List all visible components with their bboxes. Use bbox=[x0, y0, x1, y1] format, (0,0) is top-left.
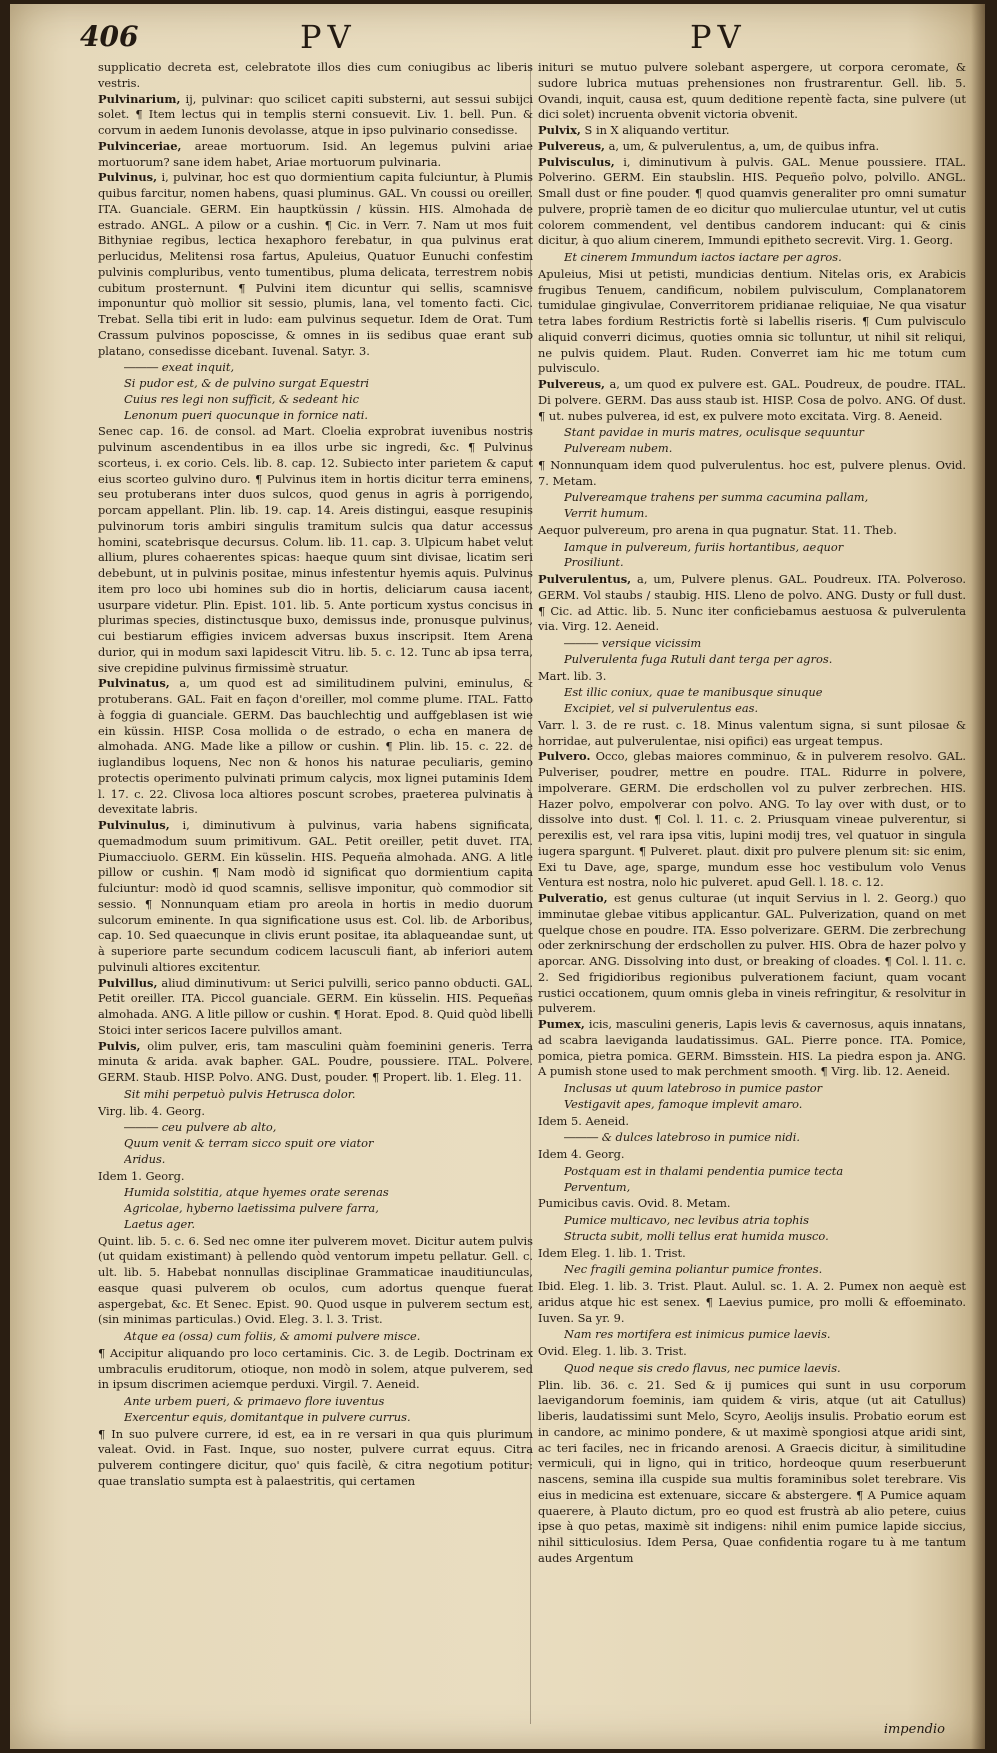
verse-line: Perventum, bbox=[564, 1179, 631, 1194]
entry-paragraph bbox=[98, 1169, 533, 1185]
entry-text: ¶ In suo pulvere currere, id est, ea in re versari in qua quis plurimum valeat. Ovid. in Fast. Inque, suo noster, pulvere currat equus. Citra pulverem contingere dicitur, quo' quis facilè, & citra negotium potitur: quae translatio sumpta est à palaestritis, qui certamen bbox=[98, 1426, 533, 1488]
entry-paragraph bbox=[98, 818, 533, 976]
entry-paragraph bbox=[538, 377, 966, 424]
verse-line: ――― versique vicissim bbox=[564, 636, 702, 650]
verse-line: Postquam est in thalami pendentia pumice tecta bbox=[564, 1163, 844, 1178]
verse-line: Structa subit, molli tellus erat humida musco. bbox=[564, 1228, 829, 1243]
dictionary-entry bbox=[538, 123, 966, 139]
dictionary-entry bbox=[98, 424, 533, 676]
dictionary-entry bbox=[538, 139, 966, 155]
entry-text: ¶ Accipitur aliquando pro loco certaminis. Cic. 3. de Legib. Doctrinam ex umbraculis eruditorum, otioque, non modò in solem, atque pulverem, sed in ipsum discrimen aciemque perduxi. Virgil. 7. Aeneid. bbox=[98, 1345, 533, 1392]
page-header bbox=[10, 18, 985, 58]
dictionary-entry bbox=[538, 1114, 966, 1147]
dictionary-entry bbox=[538, 60, 966, 123]
entry-paragraph bbox=[538, 523, 966, 539]
verse-line: Atque ea (ossa) cum foliis, & amomi pulvere misce. bbox=[124, 1329, 421, 1343]
dictionary-entry bbox=[538, 572, 966, 668]
entry-headword: Pulvinarium, bbox=[98, 91, 181, 106]
entry-text: Idem 5. Aeneid. bbox=[538, 1113, 630, 1128]
entry-headword: Pulvinatus, bbox=[98, 676, 170, 691]
entry-headword: Pulvis, bbox=[98, 1038, 141, 1053]
entry-text: Pumicibus cavis. Ovid. 8. Metam. bbox=[538, 1196, 731, 1211]
verse-line: Prosiliunt. bbox=[564, 555, 624, 570]
right-running-head: PV bbox=[690, 18, 747, 56]
entry-paragraph bbox=[538, 1344, 966, 1360]
entry-headword: Pulvereus, bbox=[538, 138, 605, 153]
verse-line: Inclusas ut quum latebroso in pumice pastor bbox=[564, 1081, 823, 1095]
verse-line: ――― & dulces latebroso in pumice nidi. bbox=[564, 1130, 801, 1145]
entry-paragraph bbox=[538, 267, 966, 377]
entry-text: aliud diminutivum: ut Serici pulvilli, serico panno obducti. GAL. Petit oreiller. ITA. Piccol guanciale. GERM. Ein küsselin. HIS. Pequeñas almohada. ANG. A litle pillow or cushin. ¶ Horat. Epod. 8. Quid quòd libelli Stoici inter sericos Iacere pulvillos amant. bbox=[98, 975, 533, 1037]
dictionary-entry bbox=[538, 377, 966, 457]
entry-text: olim pulver, eris, tam masculini quàm foeminini generis. Terra minuta & arida. avak bapher. GAL. Poudre, poussiere. ITAL. Polvere. GERM. Staub. HISP. Polvo. ANG. Dust, pouder. ¶ Propert. lib. 1. Eleg. 11. bbox=[98, 1038, 533, 1084]
verse-line: Exercentur equis, domitantque in pulvere currus. bbox=[124, 1409, 411, 1424]
verse-line: Si pudor est, & de pulvino surgat Equestri bbox=[124, 376, 369, 390]
dictionary-entry bbox=[538, 749, 966, 891]
entry-text: ij, pulvinar: quo scilicet capiti substerni, aut sessui subijci solet. ¶ Item lectus qui in templis sterni consuevit. Liv. 1. bell. Pun. & corvum in aedem Iunonis devolasse, atque in ipso pulvinario consedisse. bbox=[98, 91, 533, 137]
entry-paragraph bbox=[538, 572, 966, 635]
entry-paragraph bbox=[538, 1279, 966, 1326]
verse-line: Pulveream nubem. bbox=[564, 441, 673, 455]
entry-paragraph bbox=[98, 1427, 533, 1490]
entry-text: icis, masculini generis, Lapis levis & cavernosus, aquis innatans, ad scabra laeviganda laudatissimus. GAL. Pierre ponce. ITA. Pomice, pomica, pietra pomica. GERM. Bimsstein. HIS. La piedra espon ja. ANG. A pumish stone used to mak perchment smooth. ¶ Virg. lib. 12. Aeneid. bbox=[538, 1017, 966, 1079]
verse-line: Quum venit & terram sicco spuit ore viator bbox=[124, 1136, 374, 1150]
column-divider bbox=[530, 64, 531, 1724]
dictionary-entry bbox=[538, 1344, 966, 1377]
entry-text: S in X aliquando vertitur. bbox=[584, 123, 730, 137]
verse-line: Excipiet, vel si pulverulentus eas. bbox=[564, 701, 759, 715]
entry-paragraph bbox=[98, 1104, 533, 1120]
verse-line: Pulverulenta fuga Rutuli dant terga per agros. bbox=[564, 651, 833, 666]
dictionary-entry bbox=[538, 523, 966, 571]
verse-line: Verrit humum. bbox=[564, 506, 648, 520]
entry-text: Mart. lib. 3. bbox=[538, 668, 607, 683]
entry-paragraph bbox=[538, 1246, 966, 1262]
entry-paragraph bbox=[98, 1346, 533, 1393]
entry-paragraph bbox=[538, 60, 966, 123]
entry-text: Idem 1. Georg. bbox=[98, 1168, 185, 1183]
verse-line: Stant pavidae in muris matres, oculisque sequuntur bbox=[564, 425, 864, 440]
dictionary-entry bbox=[538, 267, 966, 377]
verse-line: Quod neque sis credo flavus, nec pumice laevis. bbox=[564, 1360, 841, 1375]
verse-line: Et cinerem Immundum iactos iactare per agros. bbox=[564, 250, 842, 264]
right-column bbox=[538, 60, 966, 1735]
entry-paragraph bbox=[538, 718, 966, 750]
entry-text: a, um quod ex pulvere est. GAL. Poudreux, de poudre. ITAL. Di polvere. GERM. Das auss staub ist. HISP. Cosa de polvo. ANG. Of dust. ¶ ut. nubes pulverea, id est, ex pulvere moto excitata. Virg. 8. Aeneid. bbox=[538, 377, 966, 423]
entry-text: Idem Eleg. 1. lib. 1. Trist. bbox=[538, 1245, 686, 1260]
dictionary-entry bbox=[538, 155, 966, 266]
dictionary-entry bbox=[98, 976, 533, 1039]
verse-line: Agricolae, hyberno laetissima pulvere farra, bbox=[124, 1201, 379, 1215]
dictionary-entry bbox=[98, 1427, 533, 1490]
left-column bbox=[98, 60, 533, 1735]
entry-paragraph bbox=[98, 92, 533, 139]
entry-headword: Pulvero. bbox=[538, 749, 591, 764]
dictionary-entry bbox=[98, 1039, 533, 1103]
entry-headword: Pulvinceriae, bbox=[98, 138, 182, 153]
entry-text: Aequor pulvereum, pro arena in qua pugnatur. Stat. 11. Theb. bbox=[538, 522, 897, 537]
entry-paragraph bbox=[538, 1378, 966, 1567]
entry-paragraph bbox=[98, 976, 533, 1039]
entry-text: Apuleius, Misi ut petisti, mundicias dentium. Nitelas oris, ex Arabicis frugibus Tenuem, candificum, nobilem pulvisculum, Complanatorem tumidulae gingivulae, Converritorem pridianae reliquiae, Ne qua visatur tetra labes fordium Restrictis fortè si labellis riseris. ¶ Cum pulvisculo aliquid converri dicimus, quoties omnia sic tolluntur, ut nihil sit reliqui, ne pulvis quidem. Plaut. Ruden. Converret iam hic me totum cum pulvisculo. bbox=[538, 266, 966, 376]
entry-headword: Pulvillus, bbox=[98, 975, 158, 990]
entry-paragraph bbox=[538, 1147, 966, 1163]
entry-paragraph bbox=[538, 155, 966, 250]
entry-text: areae mortuorum. Isid. An legemus pulvini ariae mortuorum? sane idem habet, Ariae mortuorum pulvinaria. bbox=[98, 138, 533, 169]
entry-text: i, diminutivum à pulvinus, varia habens significata, quemadmodum suum primitivum. GAL. Petit oreiller, petit duvet. ITA. Piumacciuolo. GERM. Ein küsselin. HIS. Pequeña almohada. ANG. A litle pillow or cushin. ¶ Nam modò id significat quo dormientium capita fulciuntur: modò id quod scamnis, sellisve imponitur, quò commodior sit sessio. ¶ Nonnunquam etiam pro areola in hortis in medio duorum sulcorum eminente. In qua significatione usus est. Col. lib. de Arboribus, cap. 10. Sed quaecunque in clivis erunt positae, ita ablaqueandae sunt, ut à superiore parte secundum codicem lacusculi fiant, ab inferiori autem pulvinuli altiores excitentur. bbox=[98, 818, 533, 974]
verse-quotation bbox=[124, 360, 533, 423]
entry-paragraph bbox=[538, 749, 966, 891]
book-page bbox=[10, 4, 985, 1749]
dictionary-entry bbox=[538, 1017, 966, 1113]
dictionary-entry bbox=[538, 1147, 966, 1195]
entry-text: i, pulvinar, hoc est quo dormientium capita fulciuntur, à Plumis quibus farcitur, nomen habens, quasi pluminus. GAL. Vn coussi ou oreiller. ITA. Guanciale. GERM. Ein hauptküssin / küssin. HIS. Almohada de estrado. ANGL. A pilow or a cushin. ¶ Cic. in Verr. 7. Nam ut mos fuit Bithyniae regibus, lectica hexaphoro ferebatur, in qua pulvinus erat perlucidus, Melitensi rosa fartus, Apuleius, Quatuor Eunuchi confestim pulvinis compluribus, vento tumentibus, pluma delicata, terrestrem nobis cubitum prosternunt. ¶ Pulvini item dicuntur qui sellis, scamnisve imponuntur quò mollior sit sessio, plumis, lana, vel tomento facti. Cic. Trebat. Sella tibi erit in ludo: eam pulvinus sequetur. Idem de Orat. Tum Crassum pulvinos poposcisse, & omnes in iis sedibus quae erant sub platano, consedisse dicebant. Iuvenal. Satyr. 3. bbox=[98, 170, 533, 358]
verse-quotation bbox=[124, 1185, 533, 1232]
dictionary-entry bbox=[538, 458, 966, 522]
entry-headword: Pulverulentus, bbox=[538, 572, 632, 586]
entry-text: a, um quod est ad similitudinem pulvini, eminulus, & protuberans. GAL. Fait en façon d'oreiller, mol comme plume. ITAL. Fatto à foggia di guanciale. GERM. Das bauchlechtig und auffgeblasen ist wie ein küssin. HISP. Cosa mollida o de estrado, o echa en manera de almohada. ANG. Made like a pillow or cushin. ¶ Plin. lib. 15. c. 22. de iuglandibus loquens, Nec non & honos his naturae peculiaris, gemino protectis operimento pulvinati primum calycis, mox lignei putaminis Idem l. 17. c. 22. Clivosa loca altiores poscunt scrobes, praeterea pulvinatis à devexitate labris. bbox=[98, 676, 533, 817]
verse-quotation bbox=[564, 540, 966, 572]
verse-quotation bbox=[564, 685, 966, 717]
entry-paragraph bbox=[98, 139, 533, 171]
entry-paragraph bbox=[98, 676, 533, 818]
entry-text: Quint. lib. 5. c. 6. Sed nec omne iter pulverem movet. Dicitur autem pulvis (ut quidam existimant) à pellendo quòd ventorum impetu pellatur. Gell. c. ult. lib. 5. Habebat nonnullas disciplinae Grammaticae inauditiunculas, easque quasi pulverem ob oculos, cum adortus quenque fuerat aspergebat, &c. Et Senec. Epist. 90. Quod usque in pulverem sectum est, (sin minimas particulas.) Ovid. Eleg. 3. l. 3. Trist. bbox=[98, 1233, 533, 1327]
left-running-head: PV bbox=[300, 18, 357, 56]
verse-line: Humida solstitia, atque hyemes orate serenas bbox=[124, 1185, 389, 1200]
entry-headword: Pumex, bbox=[538, 1017, 585, 1031]
entry-paragraph bbox=[538, 891, 966, 1017]
entry-text: Occo, glebas maiores comminuo, & in pulverem resolvo. GAL. Pulveriser, poudrer, mettre en poudre. ITAL. Ridurre in polvere, impolverare. GERM. Die erdschollen vol zu pulver zerbrechen. HIS. Hazer polvo, empolverar con polvo. ANG. To lay over with dust, or to dissolve into dust. ¶ Col. l. 11. c. 2. Priusquam vineae pulverentur, si perexilis est, vel rara ipsa vitis, lupini modij tres, vel quatuor in singula iugera spargunt. ¶ Pulveret. plaut. dixit pro pulvere plenum sit: sic enim, Exi tu Dave, age, sparge, mundum esse hoc vestibulum volo Venus Ventura est nostra, nolo hic pulveret. apud Gell. l. 18. c. 12. bbox=[538, 749, 966, 890]
dictionary-entry bbox=[538, 891, 966, 1017]
entry-headword: Pulvinulus, bbox=[98, 818, 170, 832]
entry-paragraph bbox=[538, 1196, 966, 1212]
entry-headword: Pulvereus, bbox=[538, 377, 605, 391]
dictionary-entry bbox=[98, 92, 533, 139]
entry-text: Virg. lib. 4. Georg. bbox=[98, 1103, 206, 1118]
verse-quotation bbox=[564, 1262, 966, 1278]
verse-line: Est illic coniux, quae te manibusque sinuque bbox=[564, 685, 823, 700]
verse-line: Lenonum pueri quocunque in fornice nati. bbox=[124, 407, 369, 422]
dictionary-entry bbox=[98, 170, 533, 423]
dictionary-entry bbox=[538, 1196, 966, 1244]
dictionary-entry bbox=[98, 1234, 533, 1345]
dictionary-entry bbox=[98, 818, 533, 976]
entry-text: Ibid. Eleg. 1. lib. 3. Trist. Plaut. Aulul. sc. 1. A. 2. Pumex non aequè est aridus atque hic est senex. ¶ Laevius pumice, pro molli & effoeminato. Iuven. Sa yr. 9. bbox=[538, 1279, 966, 1325]
entry-text: inituri se mutuo pulvere solebant aspergere, ut corpora ceromate, & sudore lubrica mutuas prehensiones non frustrarentur. Gell. lib. 5. Ovandi, inquit, causa est, quum deditione repentè facta, sine pulvere (ut dici solet) incruenta obvenit victoria obvenit. bbox=[538, 60, 966, 122]
verse-line: Laetus ager. bbox=[124, 1216, 196, 1231]
entry-text: a, um, & pulverulentus, a, um, de quibus infra. bbox=[608, 138, 880, 153]
dictionary-entry bbox=[538, 1279, 966, 1343]
verse-line: ――― exeat inquit, bbox=[124, 360, 235, 375]
entry-text: Idem 4. Georg. bbox=[538, 1147, 625, 1161]
entry-paragraph bbox=[98, 1234, 533, 1329]
dictionary-entry bbox=[538, 718, 966, 750]
verse-quotation bbox=[564, 1164, 966, 1196]
dictionary-entry bbox=[98, 1104, 533, 1168]
dictionary-entry bbox=[98, 1169, 533, 1233]
verse-quotation bbox=[564, 1130, 966, 1146]
page-number: 406 bbox=[80, 20, 139, 53]
verse-line: Iamque in pulvereum, furiis hortantibus, aequor bbox=[564, 539, 844, 554]
verse-quotation bbox=[124, 1120, 533, 1167]
catchword: impendio bbox=[883, 1722, 945, 1737]
entry-headword: Pulveratio, bbox=[538, 891, 608, 905]
verse-quotation bbox=[564, 636, 966, 668]
entry-text: Ovid. Eleg. 1. lib. 3. Trist. bbox=[538, 1344, 687, 1358]
entry-headword: Pulvisculus, bbox=[538, 154, 615, 169]
entry-text: Varr. l. 3. de re rust. c. 18. Minus valentum signa, si sunt pilosae & horridae, aut pulverulentae, nisi opifici) eas urgeat tempus. bbox=[538, 717, 966, 748]
verse-line: ――― ceu pulvere ab alto, bbox=[124, 1120, 277, 1135]
verse-quotation bbox=[564, 1081, 966, 1113]
verse-quotation bbox=[124, 1087, 533, 1103]
verse-line: Pulvereamque trahens per summa cacumina pallam, bbox=[564, 490, 869, 505]
entry-text: Senec cap. 16. de consol. ad Mart. Cloelia exprobrat iuvenibus nostris pulvinum ascendentibus in ea illos urbe sic ingredi, &c. ¶ Pulvinus scorteus, i. ex corio. Cels. lib. 8. cap. 12. Subiecto inter parietem & caput eius scorteo gulvino duro. ¶ Pulvinus item in hortis dicitur terra eminens, seu protuberans inter duos sulcos, quod genus in agris à porrigendo, porcam appellant. Plin. lib. 19. cap. 14. Areis distingui, easque resupinis pulvinorum toris ambiri singulis tramitum sulcis qua datur accessus homini, scatebrisque decursus. Colum. lib. 11. cap. 3. Ulpicum habet velut allium, plures cohaerentes spicas: haeque quum sint divisae, licatim seri debebunt, ut in pulvinis positae, minus infestentur hyemis aquis. Pulvinus item pro loco ubi homines sub dio in hortis, deliciarum causa iacent, usurpare videtur. Plin. Epist. 101. lib. 5. Ante porticum xystus concisus in plurimas species, distinctusque buxo, demissus inde, pronusque pulvinus, cui bestiarum effigies invicem adversas buxus inscripsit. Item Arena durior, qui in modum saxi lapidescit Vitru. lib. 5. c. 12. Tunc ab ipsa terra, sive crepidine pulvinus firmissimè struatur. bbox=[98, 424, 533, 675]
entry-paragraph bbox=[538, 139, 966, 155]
verse-quotation bbox=[564, 1327, 966, 1343]
verse-line: Pumice multicavo, nec levibus atria tophis bbox=[564, 1213, 809, 1227]
verse-line: Cuius res legi non sufficit, & sedeant hic bbox=[124, 391, 360, 406]
entry-text: a, um, Pulvere plenus. GAL. Poudreux. ITA. Polveroso. GERM. Vol staubs / staubig. HIS. Lleno de polvo. ANG. Dusty or full dust. ¶ Cic. ad Attic. lib. 5. Nunc iter conficiebamus aestuosa & pulverulenta via. Virg. 12. Aeneid. bbox=[538, 572, 966, 634]
dictionary-entry bbox=[538, 1378, 966, 1567]
dictionary-entry bbox=[98, 676, 533, 818]
verse-line: Ante urbem pueri, & primaevo flore iuventus bbox=[124, 1394, 385, 1408]
entry-headword: Pulvix, bbox=[538, 123, 581, 137]
entry-paragraph bbox=[98, 60, 533, 92]
verse-quotation bbox=[564, 250, 966, 266]
entry-text: supplicatio decreta est, celebratote illos dies cum coniugibus ac liberis vestris. bbox=[98, 60, 533, 90]
entry-paragraph bbox=[538, 1114, 966, 1130]
verse-quotation bbox=[124, 1394, 533, 1426]
entry-paragraph bbox=[538, 123, 966, 139]
entry-paragraph bbox=[98, 424, 533, 676]
verse-quotation bbox=[564, 490, 966, 522]
entry-text: Plin. lib. 36. c. 21. Sed & ij pumices qui sunt in usu corporum laevigandorum foeminis, iam quidem & viris, atque (ut ait Catullus) liberis, laudatissimi sunt Melo, Scyro, Aeolijs insulis. Probatio eorum est in candore, ac minimo pondere, & ut maximè spongiosi atque aridi sint, ac teri faciles, nec in fricando arenosi. A Graecis dicitur, à similitudine vermiculi, qui in ligno, qui in tritico, hordeoque quum reserbuerunt nascens, semina illa cuspide sua multis foraminibus solet terebrare. Vis eius in medicina est extenuare, siccare & abstergere. ¶ A Pumice aquam quaerere, à Plauto dictum, pro eo quod est frustrà ab alio petere, cuius ipse à quo petas, maximè sit indigens: nihil enim pumice lapide siccius, nihil sitticulosius. Idem Persa, Quae confidentia rogare tu à me tantum audes Argentum bbox=[538, 1377, 966, 1565]
verse-quotation bbox=[124, 1329, 533, 1345]
dictionary-entry bbox=[538, 669, 966, 717]
entry-paragraph bbox=[98, 170, 533, 359]
entry-text: i, diminutivum à pulvis. GAL. Menue poussiere. ITAL. Polverino. GERM. Ein staubslin. HIS. Pequeño polvo, polvillo. ANGL. Small dust or fine pouder. ¶ quod quamvis generaliter pro omni sumatur pulvere, propriè tamen de eo dicitur quo mulierculae utuntur, vel ut cutis colorem commendent, vel dentibus candorem inducant: qui & cinis dicitur, à quo alium cinerem, Immundi epitheto secrevit. Virg. 1. Georg. bbox=[538, 154, 966, 248]
dictionary-entry bbox=[98, 60, 533, 92]
verse-quotation bbox=[564, 1361, 966, 1377]
entry-paragraph bbox=[538, 1017, 966, 1080]
dictionary-entry bbox=[98, 139, 533, 171]
entry-paragraph bbox=[98, 1039, 533, 1086]
verse-line: Aridus. bbox=[124, 1151, 166, 1166]
entry-paragraph bbox=[538, 669, 966, 685]
entry-text: est genus culturae (ut inquit Servius in l. 2. Georg.) quo imminutae glebae vitibus applicantur. GAL. Pulverization, quand on met quelque chose en poudre. ITA. Esso polverizare. GERM. Die zerbrechung oder zerknirschung der erdschollen zu pulver. HIS. Obra de hazer polvo y aporcar. ANG. Dissolving into dust, or breaking of cloades. ¶ Col. l. 11. c. 2. Sed frigidioribus regionibus pulverationem faciunt, quam vocant rustici occationem, quum omnis gleba in vineis refringitur, & resolvitur in pulverem. bbox=[538, 891, 966, 1016]
verse-quotation bbox=[564, 425, 966, 457]
verse-line: Vestigavit apes, famoque implevit amaro. bbox=[564, 1096, 803, 1111]
dictionary-entry bbox=[538, 1246, 966, 1279]
verse-line: Sit mihi perpetuò pulvis Hetrusca dolor. bbox=[124, 1086, 356, 1101]
entry-text: ¶ Nonnunquam idem quod pulverulentus. hoc est, pulvere plenus. Ovid. 7. Metam. bbox=[538, 457, 966, 488]
verse-line: Nam res mortifera est inimicus pumice laevis. bbox=[564, 1327, 831, 1342]
entry-paragraph bbox=[538, 458, 966, 490]
verse-line: Nec fragili gemina poliantur pumice frontes. bbox=[564, 1262, 823, 1277]
dictionary-entry bbox=[98, 1346, 533, 1426]
verse-quotation bbox=[564, 1213, 966, 1245]
entry-headword: Pulvinus, bbox=[98, 170, 158, 185]
